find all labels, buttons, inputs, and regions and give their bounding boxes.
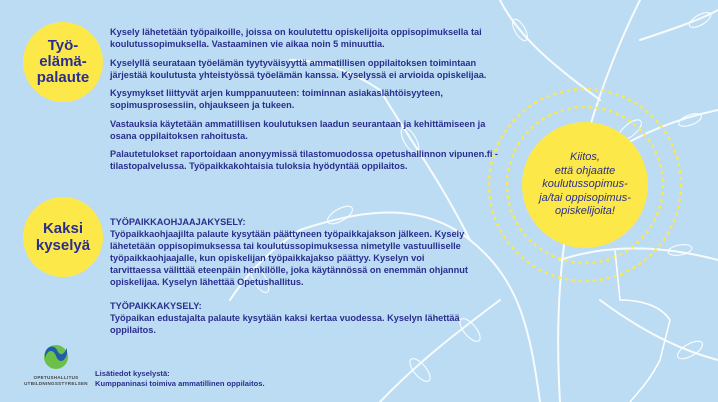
survey-workplace bbox=[110, 300, 470, 336]
intro-text bbox=[110, 26, 500, 179]
survey-description: Työpaikan edustajalta palaute kysytään kaksi kertaa vuodessa. Kyselyn lähettää oppilaitos. bbox=[110, 313, 460, 335]
surveys-text bbox=[110, 216, 470, 348]
intro-paragraph: Kyselyllä seurataan työelämän tyytyväisyyttä ammatillisen oppilaitoksen toimintaan järjestää koulutusta yhteistyössä työelämän kanssa. Kyselyssä ei arvioida opiskelijaa. bbox=[110, 57, 487, 80]
thanks-badge bbox=[522, 122, 648, 248]
work-feedback-title: Työ- elämä- palaute bbox=[36, 37, 90, 86]
intro-paragraph: Kysely lähetetään työpaikoille, joissa on koulutettu opiskelijoita oppisopimuksella tai koulutussopimuksella. Vastaaminen vie aikaa noin 5 minuuttia. bbox=[110, 27, 482, 49]
survey-workplace-instructor bbox=[110, 216, 470, 288]
footer-text: Kumppaninasi toimiva ammatillinen oppilaitos. bbox=[95, 379, 265, 388]
footer-label: Lisätiedot kyselystä: bbox=[95, 369, 170, 378]
intro-paragraph: Vastauksia käytetään ammatillisen koulutuksen laadun seurantaan ja kehittämiseen ja osana oppilaitoksen rahoitusta. bbox=[110, 118, 486, 141]
logo-line-1: OPETUSHALLITUS bbox=[33, 375, 79, 380]
logo-icon bbox=[42, 344, 70, 370]
footer-info bbox=[95, 369, 265, 389]
survey-description: Työpaikkaohjaajilta palaute kysytään päättyneen työpaikkajakson jälkeen. Kysely lähetetään oppisopimuksessa tai koulutussopimuksessa nimetylle vastuulliselle työpaikkaohjaajalle, kun opiskelijan työpaikkajakso päättyy. Kyselyn voi tarvittaessa välittää eteenpäin henkilölle, joka käytännössä on enemmän ohjannut opiskelijaa. Kyselyn lähettää Opetushallitus. bbox=[110, 229, 468, 287]
thanks-text: Kiitos, että ohjaatte koulutussopimus- ja/tai oppisopimus- opiskelijoita! bbox=[539, 151, 631, 218]
two-surveys-title: Kaksi kyselyä bbox=[35, 220, 91, 254]
survey-title: TYÖPAIKKAKYSELY: bbox=[110, 301, 202, 311]
logo-line-2: UTBILDNINGSSTYRELSEN bbox=[24, 381, 88, 386]
two-surveys-badge bbox=[23, 197, 103, 277]
intro-paragraph: Palautetulokset raportoidaan anonyymissä tilastomuodossa opetushallinnon vipunen.fi -tilastopalvelussa. Työpaikkakohtaisia tuloksia hyödyntää oppilaitos. bbox=[110, 149, 498, 171]
survey-title: TYÖPAIKKAOHJAAJAKYSELY: bbox=[110, 217, 246, 227]
intro-paragraph: Kysymykset liittyvät arjen kumppanuuteen: toiminnan asiakaslähtöisyyteen, sopimusprosessiin, ohjaukseen ja tukeen. bbox=[110, 88, 443, 110]
work-feedback-badge bbox=[23, 22, 103, 102]
opetushallitus-logo bbox=[20, 344, 92, 387]
